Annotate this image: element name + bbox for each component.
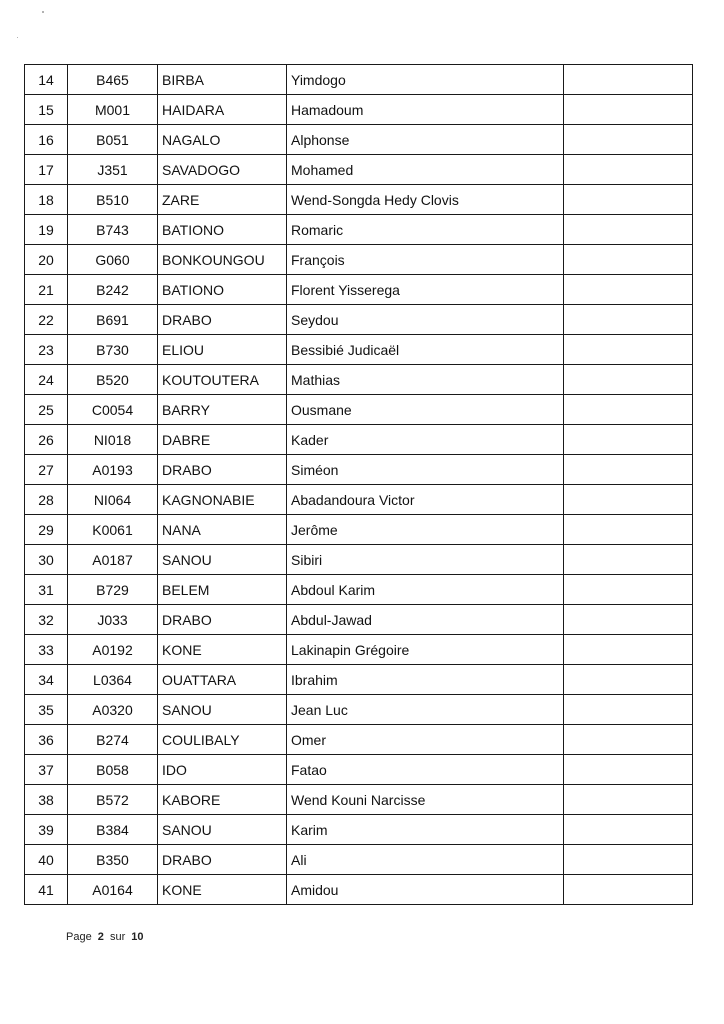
first-name: Jean Luc (287, 695, 564, 725)
last-name: OUATTARA (158, 665, 287, 695)
last-name: NANA (158, 515, 287, 545)
blank-cell (564, 335, 693, 365)
row-number: 16 (25, 125, 68, 155)
row-number: 38 (25, 785, 68, 815)
first-name: Alphonse (287, 125, 564, 155)
member-code: J351 (68, 155, 158, 185)
member-code: B572 (68, 785, 158, 815)
blank-cell (564, 455, 693, 485)
last-name: DABRE (158, 425, 287, 455)
last-name: SANOU (158, 695, 287, 725)
last-name: DRABO (158, 455, 287, 485)
last-name: KAGNONABIE (158, 485, 287, 515)
member-code: B520 (68, 365, 158, 395)
member-code: B350 (68, 845, 158, 875)
row-number: 19 (25, 215, 68, 245)
first-name: Fatao (287, 755, 564, 785)
blank-cell (564, 755, 693, 785)
blank-cell (564, 605, 693, 635)
first-name: Omer (287, 725, 564, 755)
last-name: BONKOUNGOU (158, 245, 287, 275)
table-row (25, 215, 693, 245)
last-name: BATIONO (158, 275, 287, 305)
last-name: IDO (158, 755, 287, 785)
row-number: 41 (25, 875, 68, 905)
blank-cell (564, 125, 693, 155)
first-name: Romaric (287, 215, 564, 245)
first-name: Jerôme (287, 515, 564, 545)
first-name: Sibiri (287, 545, 564, 575)
member-code: L0364 (68, 665, 158, 695)
last-name: ZARE (158, 185, 287, 215)
first-name: Seydou (287, 305, 564, 335)
table-row (25, 365, 693, 395)
first-name: Yimdogo (287, 65, 564, 95)
row-number: 28 (25, 485, 68, 515)
table-row (25, 875, 693, 905)
row-number: 34 (25, 665, 68, 695)
last-name: SANOU (158, 545, 287, 575)
first-name: Lakinapin Grégoire (287, 635, 564, 665)
member-code: M001 (68, 95, 158, 125)
table-row (25, 95, 693, 125)
blank-cell (564, 215, 693, 245)
member-code: A0192 (68, 635, 158, 665)
table-row (25, 335, 693, 365)
last-name: KONE (158, 875, 287, 905)
table-row (25, 185, 693, 215)
member-code: A0187 (68, 545, 158, 575)
blank-cell (564, 695, 693, 725)
blank-cell (564, 545, 693, 575)
member-code: B058 (68, 755, 158, 785)
first-name: Ibrahim (287, 665, 564, 695)
table-row (25, 545, 693, 575)
row-number: 17 (25, 155, 68, 185)
table-row (25, 515, 693, 545)
first-name: Kader (287, 425, 564, 455)
first-name: Mohamed (287, 155, 564, 185)
scan-speck (17, 37, 18, 38)
member-code: B730 (68, 335, 158, 365)
blank-cell (564, 875, 693, 905)
last-name: KABORE (158, 785, 287, 815)
blank-cell (564, 365, 693, 395)
current-page-number: 2 (97, 931, 104, 943)
blank-cell (564, 665, 693, 695)
last-name: BATIONO (158, 215, 287, 245)
table-row (25, 155, 693, 185)
last-name: KONE (158, 635, 287, 665)
member-code: J033 (68, 605, 158, 635)
table-row (25, 65, 693, 95)
member-code: K0061 (68, 515, 158, 545)
row-number: 35 (25, 695, 68, 725)
table-row (25, 605, 693, 635)
row-number: 39 (25, 815, 68, 845)
member-code: B051 (68, 125, 158, 155)
first-name: Ousmane (287, 395, 564, 425)
blank-cell (564, 515, 693, 545)
page-word: Page (66, 931, 92, 943)
blank-cell (564, 155, 693, 185)
row-number: 14 (25, 65, 68, 95)
member-code: NI064 (68, 485, 158, 515)
last-name: SAVADOGO (158, 155, 287, 185)
table-row (25, 575, 693, 605)
member-code: B242 (68, 275, 158, 305)
last-name: DRABO (158, 845, 287, 875)
first-name: Wend-Songda Hedy Clovis (287, 185, 564, 215)
row-number: 26 (25, 425, 68, 455)
blank-cell (564, 575, 693, 605)
first-name: Karim (287, 815, 564, 845)
member-code: B510 (68, 185, 158, 215)
roster-body (25, 65, 693, 905)
row-number: 37 (25, 755, 68, 785)
last-name: NAGALO (158, 125, 287, 155)
table-row (25, 125, 693, 155)
row-number: 24 (25, 365, 68, 395)
blank-cell (564, 725, 693, 755)
member-code: B691 (68, 305, 158, 335)
blank-cell (564, 845, 693, 875)
first-name: Abdoul Karim (287, 575, 564, 605)
last-name: ELIOU (158, 335, 287, 365)
last-name: HAIDARA (158, 95, 287, 125)
blank-cell (564, 395, 693, 425)
last-name: BARRY (158, 395, 287, 425)
row-number: 33 (25, 635, 68, 665)
row-number: 22 (25, 305, 68, 335)
of-word: sur (109, 931, 126, 943)
member-code: NI018 (68, 425, 158, 455)
table-row (25, 425, 693, 455)
last-name: COULIBALY (158, 725, 287, 755)
blank-cell (564, 185, 693, 215)
scan-speck (42, 11, 44, 13)
roster-table (24, 64, 693, 905)
blank-cell (564, 305, 693, 335)
table-row (25, 635, 693, 665)
member-code: G060 (68, 245, 158, 275)
member-code: A0320 (68, 695, 158, 725)
blank-cell (564, 485, 693, 515)
table-row (25, 785, 693, 815)
row-number: 15 (25, 95, 68, 125)
table-row (25, 815, 693, 845)
table-row (25, 725, 693, 755)
member-code: C0054 (68, 395, 158, 425)
member-code: B729 (68, 575, 158, 605)
row-number: 20 (25, 245, 68, 275)
blank-cell (564, 95, 693, 125)
member-code: A0193 (68, 455, 158, 485)
row-number: 36 (25, 725, 68, 755)
first-name: Abadandoura Victor (287, 485, 564, 515)
last-name: DRABO (158, 305, 287, 335)
row-number: 18 (25, 185, 68, 215)
first-name: Wend Kouni Narcisse (287, 785, 564, 815)
page-footer (66, 931, 144, 943)
last-name: KOUTOUTERA (158, 365, 287, 395)
member-code: B465 (68, 65, 158, 95)
table-row (25, 395, 693, 425)
blank-cell (564, 815, 693, 845)
first-name: Abdul-Jawad (287, 605, 564, 635)
blank-cell (564, 425, 693, 455)
first-name: Florent Yisserega (287, 275, 564, 305)
first-name: Ali (287, 845, 564, 875)
blank-cell (564, 275, 693, 305)
blank-cell (564, 65, 693, 95)
last-name: DRABO (158, 605, 287, 635)
table-row (25, 845, 693, 875)
member-code: B274 (68, 725, 158, 755)
member-code: A0164 (68, 875, 158, 905)
row-number: 23 (25, 335, 68, 365)
table-row (25, 485, 693, 515)
row-number: 25 (25, 395, 68, 425)
row-number: 29 (25, 515, 68, 545)
member-code: B743 (68, 215, 158, 245)
total-pages-number: 10 (131, 931, 144, 943)
blank-cell (564, 245, 693, 275)
first-name: Siméon (287, 455, 564, 485)
blank-cell (564, 635, 693, 665)
row-number: 40 (25, 845, 68, 875)
row-number: 27 (25, 455, 68, 485)
table-row (25, 455, 693, 485)
row-number: 32 (25, 605, 68, 635)
last-name: SANOU (158, 815, 287, 845)
first-name: François (287, 245, 564, 275)
first-name: Amidou (287, 875, 564, 905)
table-row (25, 305, 693, 335)
row-number: 21 (25, 275, 68, 305)
blank-cell (564, 785, 693, 815)
first-name: Hamadoum (287, 95, 564, 125)
row-number: 30 (25, 545, 68, 575)
first-name: Bessibié Judicaël (287, 335, 564, 365)
table-row (25, 275, 693, 305)
first-name: Mathias (287, 365, 564, 395)
table-row (25, 755, 693, 785)
table-row (25, 245, 693, 275)
last-name: BELEM (158, 575, 287, 605)
last-name: BIRBA (158, 65, 287, 95)
table-row (25, 665, 693, 695)
table-row (25, 695, 693, 725)
member-code: B384 (68, 815, 158, 845)
row-number: 31 (25, 575, 68, 605)
